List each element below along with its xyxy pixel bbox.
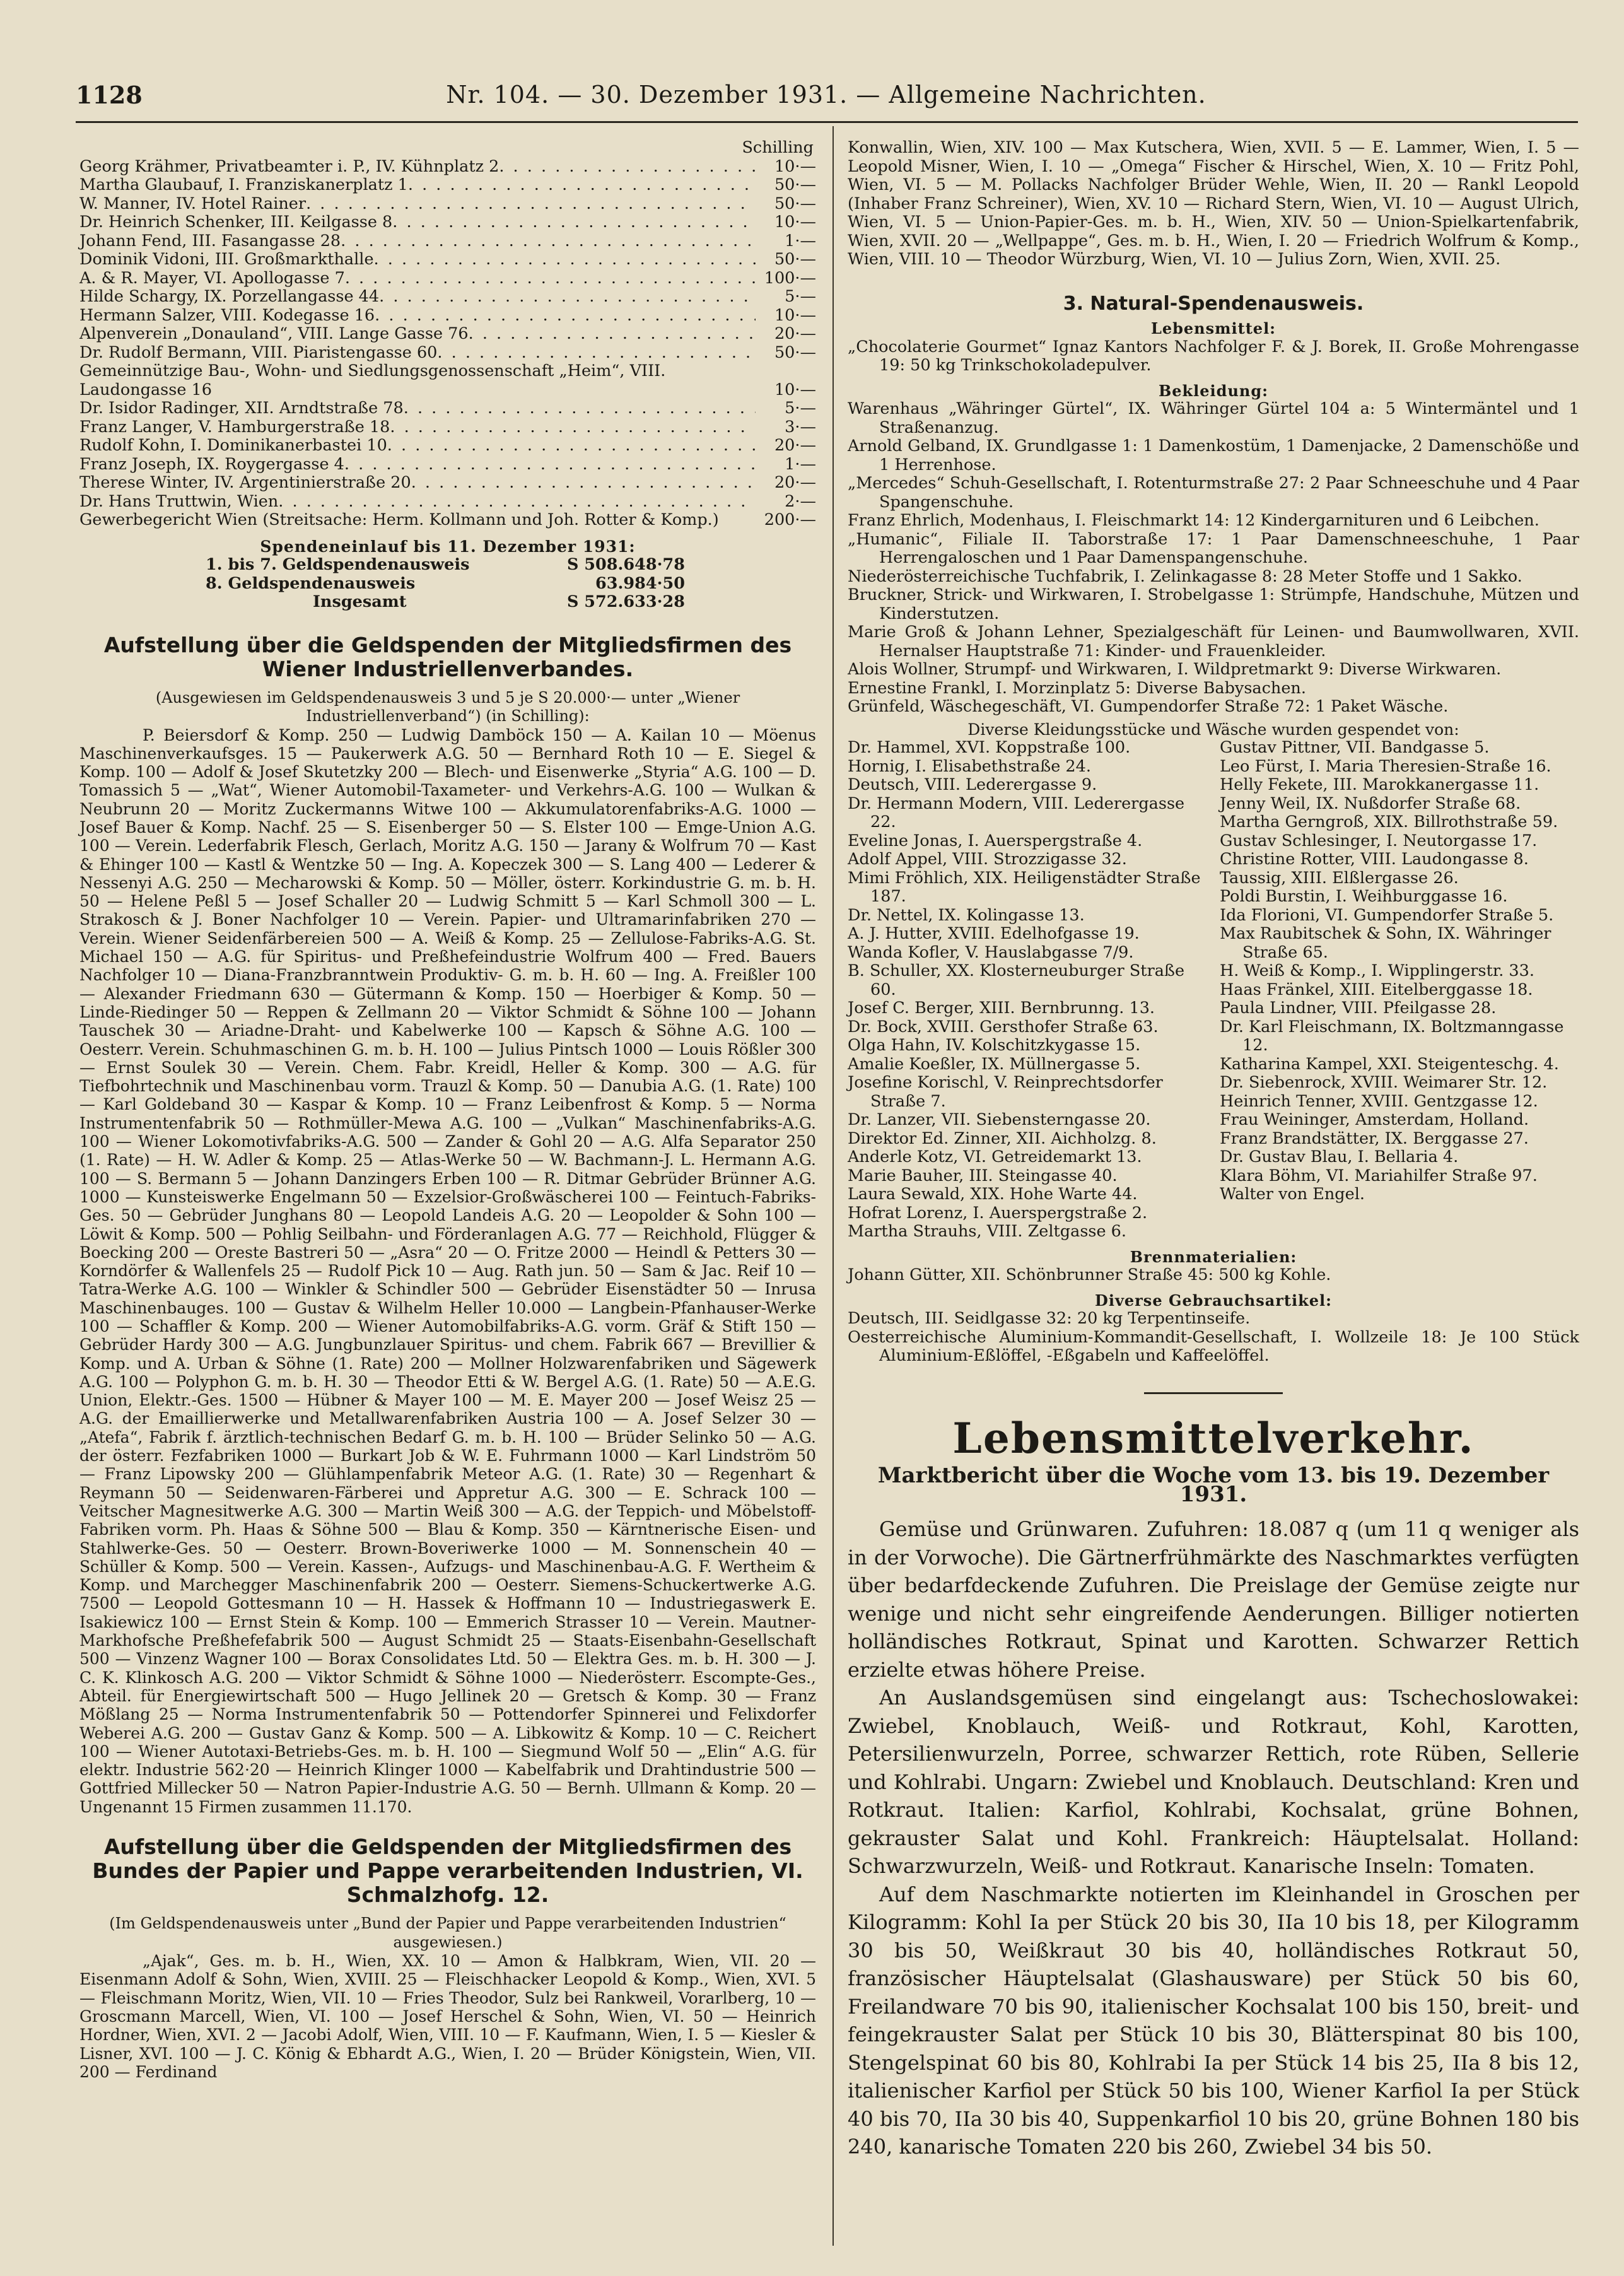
list-item: Helly Fekete, III. Marokkanergasse 11.: [1220, 775, 1539, 794]
list-item: Marie Bauher, III. Steingasse 40.: [848, 1166, 1118, 1185]
list-item: Warenhaus „Währinger Gürtel“, IX. Währinger Gürtel 104 a: 5 Wintermäntel und 1 Straßenanzug.: [848, 399, 1579, 437]
list-item: Gustav Pittner, VII. Bandgasse 5.: [1220, 738, 1490, 757]
section-note: (Im Geldspendenausweis unter „Bund der Papier und Pappe verarbeitenden Industrien“ ausgewiesen.): [109, 1915, 786, 1951]
donor-row: A. & R. Mayer, VI. Apollogasse 7 . . . 100·—: [79, 269, 816, 288]
list-item: Bruckner, Strick- und Wirkwaren, I. Strobelgasse 1: Strümpfe, Handschuhe, Mützen und Kinderstutzen.: [848, 585, 1579, 623]
subheading-clothing: Bekleidung:: [1158, 381, 1268, 400]
section-heading-industrial: Aufstellung über die Geldspenden der Mitgliedsfirmen des Wiener Industriellenverbandes.: [103, 632, 792, 681]
header-rule: [76, 121, 1578, 123]
list-item: Poldi Burstin, I. Weihburggasse 16.: [1220, 887, 1508, 906]
donor-row: Johann Fend, III. Fasangasse 28 . . . 1·—: [79, 232, 816, 251]
list-item: Dr. Karl Fleischmann, IX. Boltzmanngasse 12.: [1220, 1017, 1564, 1055]
subheading-fuel: Brennmaterialien:: [1130, 1247, 1297, 1266]
list-item: A. J. Hutter, XVIII. Edelhofgasse 19.: [848, 924, 1140, 943]
list-item: Dr. Hammel, XVI. Koppstraße 100.: [848, 738, 1131, 757]
list-item: Paula Lindner, VIII. Pfeilgasse 28.: [1220, 999, 1497, 1018]
page-number: 1128: [76, 81, 143, 109]
donor-row: Dr. Rudolf Bermann, VIII. Piaristengasse 60 . . . 50·—: [79, 344, 816, 363]
list-item: Olga Hahn, IV. Kolschitzkygasse 15.: [848, 1036, 1141, 1055]
continued-text: Konwallin, Wien, XIV. 100 — Max Kutschera, Wien, XVII. 5 — E. Lammer, Wien, I. 5 — Leopold Misner, Wien, I. 10 — „Omega“ Fischer & Hirschel, Wien, X. 10 — Fritz Pohl, Wien, VI. 5 — M. Pollacks Nachfolger Brüder Wehle, Wien, II. 20 — Rankl Leopold (Inhaber Franz Schreiner), Wien, XV. 10 — Richard Stern, Wien, VI. 10 — August Ulrich, Wien, VI. 5 — Union-Papier-Ges. m. b. H., Wien, XIV. 50 — Union-Spielkartenfabrik, Wien, XVII. 20 — „Wellpappe“, Ges. m. b. H., Wien, I. 20 — Friedrich Wolfrum & Komp., Wien, VIII. 10 — Theodor Würzburg, Wien, VI. 10 — Julius Zorn, Wien, XVII. 25.: [848, 138, 1579, 269]
subheading-food: Lebensmittel:: [1150, 319, 1276, 337]
list-item: Dr. Gustav Blau, I. Bellaria 4.: [1220, 1147, 1459, 1166]
market-paragraph: Auf dem Naschmarkte notierten im Kleinhandel in Groschen per Kilogramm: Kohl Ia per Stück 20 bis 30, IIa 10 bis 18, per Kilogramm 30 bis 50, Weißkraut 30 bis 40, holländisches Rotkraut 50, französischer Häuptelsalat (Glashausware) per Stück 50 bis 60, Freilandware 70 bis 90, italienischer Kochsalat 100 bis 150, breit- und feingekrauster Salat per Stück 10 bis 30, Blätterspinat 80 bis 100, Stengelspinat 60 bis 80, Kohlrabi Ia per Stück 14 bis 25, IIa 8 bis 12, italienischer Karfiol per Stück 50 bis 100, Wiener Karfiol Ia per Stück 40 bis 70, IIa 30 bis 40, Suppenkarfiol 10 bis 20, grüne Bohnen 180 bis 240, kanarische Tomaten 220 bis 260, Zwiebel 34 bis 50.: [848, 1882, 1579, 2159]
list-item: Taussig, XIII. Elßlergasse 26.: [1220, 868, 1459, 888]
donor-row: Franz Joseph, IX. Roygergasse 4 . . . 1·—: [79, 455, 816, 474]
list-item: Martha Gerngroß, XIX. Billrothstraße 59.: [1220, 812, 1558, 831]
donor-row: Dr. Isidor Radinger, XII. Arndtstraße 78 . . . 5·—: [79, 399, 816, 418]
list-item: Amalie Koeßler, IX. Müllnergasse 5.: [848, 1054, 1141, 1074]
list-item: Eveline Jonas, I. Auerspergstraße 4.: [848, 831, 1143, 850]
donor-row: Hilde Schargy, IX. Porzellangasse 44 . . . 5·—: [79, 288, 816, 307]
donor-row: Gewerbegericht Wien (Streitsache: Herm. Kollmann und Joh. Rotter & Komp.) 200·—: [79, 510, 816, 529]
list-item: Dr. Hermann Modern, VIII. Lederergasse 22.: [848, 794, 1185, 831]
list-item: Franz Ehrlich, Modenhaus, I. Fleischmarkt 14: 12 Kindergarnituren und 6 Leibchen.: [848, 511, 1539, 530]
donor-row: Georg Krähmer, Privatbeamter i. P., IV. Kühnplatz 2 . . . 10·—: [79, 158, 816, 177]
list-item: Heinrich Tenner, XVIII. Gentzgasse 12.: [1220, 1091, 1538, 1111]
donor-row: Dr. Hans Truttwin, Wien . . . 2·—: [79, 493, 816, 512]
section-heading-natural: 3. Natural-Spendenausweis.: [1063, 292, 1364, 315]
list-item: Leo Fürst, I. Maria Theresien-Straße 16.: [1220, 756, 1551, 776]
list-item: Walter von Engel.: [1220, 1185, 1365, 1204]
currency-label: Schilling: [742, 138, 814, 157]
list-item: Dr. Bock, XVIII. Gersthofer Straße 63.: [848, 1017, 1159, 1036]
list-item: Marie Groß & Johann Lehner, Spezialgeschäft für Leinen- und Baumwollwaren, XVII. Hernalser Hauptstraße 71: Kinder- und Frauenkleider.: [848, 623, 1579, 660]
list-item: Franz Brandstätter, IX. Berggasse 27.: [1220, 1129, 1529, 1148]
list-item: Martha Strauhs, VIII. Zeltgasse 6.: [848, 1222, 1127, 1241]
donor-row: W. Manner, IV. Hotel Rainer . . . 50·—: [79, 195, 816, 214]
market-report-subtitle: Marktbericht über die Woche vom 13. bis 19. Dezember 1931.: [877, 1463, 1550, 1507]
section-divider: [1144, 1392, 1283, 1394]
list-item: Gustav Schlesinger, I. Neutorgasse 17.: [1220, 831, 1538, 850]
donor-row: Alpenverein „Donauland“, VIII. Lange Gasse 76 . . . 20·—: [79, 325, 816, 344]
donor-row: Franz Langer, V. Hamburgerstraße 18 . . . 3·—: [79, 418, 816, 437]
list-item: Grünfeld, Wäschegeschäft, VI. Gumpendorfer Straße 72: 1 Paket Wäsche.: [848, 697, 1449, 716]
list-item: Ida Florioni, VI. Gumpendorfer Straße 5.: [1220, 905, 1554, 925]
list-item: Niederösterreichische Tuchfabrik, I. Zelinkagasse 8: 28 Meter Stoffe und 1 Sakko.: [848, 566, 1522, 586]
section-heading-paper: Aufstellung über die Geldspenden der Mitgliedsfirmen des Bundes der Papier und Pappe verarbeitenden Industrien, VI. Schmalzhofg. 12.: [92, 1834, 803, 1908]
donor-list: [79, 158, 816, 530]
section-note: (Ausgewiesen im Geldspendenausweis 3 und 5 je S 20.000·— unter „Wiener Industriellenverband“) (in Schilling):: [155, 688, 740, 725]
list-item: Hornig, I. Elisabethstraße 24.: [848, 756, 1091, 776]
donation-list-text: „Ajak“, Ges. m. b. H., Wien, XX. 10 — Amon & Halbkram, Wien, VII. 20 — Eisenmann Adolf & Sohn, Wien, XVIII. 25 — Fleischhacker Leopold & Komp., Wien, XVI. 5 — Fleischmann Moritz, Wien, VII. 10 — Fries Theodor, Sulz bei Rankweil, Vorarlberg, 10 — Groscmann Marcell, Wien, VI. 100 — Josef Herschel & Sohn, Wien, VI. 50 — Heinrich Hordner, Wien, XVI. 2 — Jacobi Adolf, Wien, VIII. 10 — F. Kaufmann, Wien, I. 5 — Kiesler & Lisner, XVI. 100 — J. C. König & Ebhardt A.G., Wien, I. 20 — Brüder Königstein, Wien, VII. 200 — Ferdinand: [79, 1952, 816, 2081]
donor-list-right: [1220, 739, 1579, 1241]
column-divider: [832, 126, 834, 2246]
list-item: Deutsch, VIII. Lederergasse 9.: [848, 775, 1097, 794]
donor-row: Dominik Vidoni, III. Großmarkthalle . . . 50·—: [79, 250, 816, 269]
list-item: Christine Rotter, VIII. Laudongasse 8.: [1220, 850, 1529, 869]
subheading-misc-clothing: Diverse Kleidungsstücke und Wäsche wurden gespendet von:: [967, 720, 1459, 739]
list-item: Josef C. Berger, XIII. Bernbrunng. 13.: [848, 999, 1155, 1018]
list-item: Oesterreichische Aluminium-Kommandit-Gesellschaft, I. Wollzeile 18: Je 100 Stück Aluminium-Eßlöffel, -Eßgabeln und Kaffeelöffel.: [848, 1327, 1579, 1365]
list-item: Anderle Kotz, VI. Getreidemarkt 13.: [848, 1147, 1142, 1166]
list-item: Dr. Nettel, IX. Kolingasse 13.: [848, 905, 1085, 925]
list-item: „Humanic“, Filiale II. Taborstraße 17: 1 Paar Damenschneeschuhe, 1 Paar Herrengaloschen und 1 Paar Damenspangenschuhe.: [848, 529, 1579, 567]
list-item: B. Schuller, XX. Klosterneuburger Straße 60.: [848, 961, 1185, 999]
list-item: Wanda Kofler, V. Hauslabgasse 7/9.: [848, 942, 1134, 962]
list-item: Mimi Fröhlich, XIX. Heiligenstädter Straße 187.: [848, 868, 1201, 906]
list-item: Direktor Ed. Zinner, XII. Aichholzg. 8.: [848, 1129, 1157, 1148]
market-report: [848, 1515, 1579, 2161]
list-item: Deutsch, III. Seidlgasse 32: 20 kg Terpentinseife.: [848, 1309, 1251, 1328]
list-item: Katharina Kampel, XXI. Steigenteschg. 4.: [1220, 1054, 1559, 1074]
donor-two-column-list: [848, 739, 1579, 1241]
sum-row: 8. Geldspendenausweis 63.984·50: [206, 573, 685, 593]
right-column: [848, 139, 1579, 2161]
donation-list-text: P. Beiersdorf & Komp. 250 — Ludwig Damböck 150 — A. Kailan 10 — Möenus Maschinenverkaufsges. 15 — Paukerwerk A.G. 50 — Bernhard Roth 10 — E. Siegel & Komp. 100 — Adolf & Josef Skutetzky 200 — Blech- und Eisenwerke „Styria“ A.G. 100 — D. Tomassich 5 — „Wat“, Wiener Automobil-Taxameter- und Verkehrs-A.G. 100 — Wulkan & Neubrunn 20 — Moritz Zuckermanns Witwe 100 — Akkumulatorenfabriks-A.G. 1000 — Josef Bauer & Komp. Nachf. 25 — S. Eisenberger 50 — S. Elster 100 — Emge-Union A.G. 100 — Verein. Lederfabrik Flesch, Gerlach, Moritz A.G. 150 — Jarany & Wolfrum 70 — Kast & Ehinger 100 — Kastl & Wentzke 50 — Ing. A. Kopeczek 300 — S. Lang 400 — Lederer & Nessenyi A.G. 250 — Mecharowski & Komp. 50 — Möller, österr. Korkindustrie G. m. b. H. 50 — Helene Peßl 5 — Josef Schaller 20 — Ludwig Schmitt 5 — Karl Schmoll 300 — L. Strakosch & J. Boner Nachfolger 10 — Verein. Papier- und Ultramarinfabriken 270 — Verein. Wiener Seidenfärbereien 500 — A. Weiß & Komp. 25 — Zellulose-Fabriks-A.G. St. Michael 150 — A.G. für Spiritus- und Preßhefeindustrie Wolfrum 400 — Fred. Bauers Nachfolger 10 — Diana-Franzbranntwein Produktiv- G. m. b. H. 60 — Ing. A. Freißler 100 — Alexander Friedmann 630 — Gütermann & Komp. 150 — Hoerbiger & Komp. 50 — Linde-Riedinger 50 — Reppen & Zellmann 20 — Viktor Schmidt & Söhne 100 — Johann Tauschek 30 — Ariadne-Draht- und Kabelwerke 100 — Kapsch & Söhne A.G. 100 — Oesterr. Verein. Schuhmaschinen G. m. b. H. 100 — Julius Pintsch 1000 — Louis Rößler 300 — Ernst Soulek 30 — Verein. Chem. Fabr. Kreidl, Heller & Komp. 300 — A.G. für Tiefbohrtechnik und Maschinenbau vorm. Trauzl & Komp. 50 — Danubia A.G. (1. Rate) 100 — Karl Goldeband 30 — Kaspar & Komp. 10 — Franz Leibenfrost & Komp. 5 — Norma Instrumentenfabrik 50 — Rothmüller-Mewa A.G. 100 — „Vulkan“ Maschinenfabriks-A.G. 100 — Wiener Lokomotivfabriks-A.G. 500 — Zander & Gohl 20 — A.G. Alfa Separator 250 (1. Rate) — H. W. Adler & Komp. 25 — Atlas-Werke 50 — W. Bachmann-J. L. Hermann A.G. 100 — S. Bermann 5 — Johann Danzingers Erben 100 — R. Ditmar Gebrüder Brünner A.G. 1000 — Kunsteiswerke Engelmann 50 — Exzelsior-Großwäscherei 100 — Feintuch-Fabriks-Ges. 50 — Gebrüder Junghans 80 — Leopold Landeis A.G. 20 — Leopolder & Sohn 100 — Löwit & Komp. 500 — Pohlig Seilbahn- und Förderanlagen A.G. 77 — Reichhold, Flügger & Boecking 200 — Oreste Bastreri 50 — „Asra“ 20 — O. Fritze 2000 — Heindl & Petters 30 — Korndörfer & Wallenfels 25 — Rudolf Pick 10 — Aug. Rath jun. 50 — Sam & Jac. Reif 10 — Tatra-Werke A.G. 100 — Winkler & Schindler 500 — Gebrüder Eisenstädter 50 — Inrusa Maschinenbauges. 100 — Gustav & Wilhelm Heller 10.000 — Langbein-Pfanhauser-Werke 100 — Schaffler & Komp. 200 — Wiener Automobilfabriks-A.G. vorm. Gräf & Stift 150 — Gebrüder Hardy 300 — A.G. Jungbunzlauer Spiritus- und chem. Fabrik 667 — Brevillier & Komp. und A. Urban & Söhne (1. Rate) 200 — Mollner Holzwarenfabriken und Sägewerk A.G. 100 — Polyphon G. m. b. H. 30 — Theodor Etti & W. Bergel A.G. (1. Rate) 50 — A.E.G. Union, Elektr.-Ges. 1500 — Hübner & Mayer 100 — M. E. Mayer 200 — Josef Weisz 25 — A.G. der Emaillierwerke und Metallwarenfabriken Austria 100 — A. Josef Selzer 30 — „Atefa“, Fabrik f. ärztlich-technischen Bedarf G. m. b. H. 100 — Brüder Selinko 50 — A.G. der österr. Fezfabriken 1000 — Burkart Job & W. E. Fuhrmann 1000 — Karl Lindström 50 — Franz Lipowsky 200 — Glühlampenfabrik Meteor A.G. (1. Rate) 30 — Regenhart & Reymann 50 — Seidenwaren-Färberei und Appretur A.G. 300 — E. Schrack 100 — Veitscher Magnesitwerke A.G. 300 — Martin Weiß 300 — A.G. der Teppich- und Möbelstoff-Fabriken vorm. Ph. Haas & Söhne 500 — Blau & Komp. 350 — Kärntnerische Eisen- und Stahlwerke-Ges. 50 — Oesterr. Brown-Boveriwerke 1000 — M. Sonnenschein 40 — Schüller & Komp. 500 — Verein. Kassen-, Aufzugs- und Maschinenbau-A.G. F. Wertheim & Komp. und Marchegger Maschinenfabrik 200 — Oesterr. Siemens-Schuckertwerke A.G. 7500 — Leopold Gottesmann 10 — H. Hassek & Hoffmann 10 — Industriegaswerk E. Isakiewicz 100 — Ernst Stein & Komp. 100 — Emmerich Strasser 10 — Verein. Mautner-Markhofsche Preßhefefabrik 500 — August Schmidt 25 — Staats-Eisenbahn-Gesellschaft 500 — Vinzenz Wagner 100 — Borax Consolidates Ltd. 50 — Elektra Ges. m. b. H. 300 — J. C. K. Klinkosch A.G. 200 — Viktor Schmidt & Söhne 1000 — Niederösterr. Escompte-Ges., Abteil. für Energiewirtschaft 500 — Hugo Jellinek 20 — Gretsch & Komp. 30 — Franz Mößlang 25 — Norma Instrumentenfabrik 50 — Pottendorfer Spinnerei und Felixdorfer Weberei A.G. 200 — Gustav Ganz & Komp. 500 — A. Libkowitz & Komp. 10 — C. Reichert 100 — Wiener Autotaxi-Betriebs-Ges. m. b. H. 100 — Siegmund Wolf 50 — „Elin“ A.G. für elektr. Industrie 562·20 — Heinrich Klinger 1000 — Kabelfabrik und Drahtindustrie 500 — Gottfried Millecker 50 — Natron Papier-Industrie A.G. 50 — Bernh. Ullmann & Komp. 20 — Ungenannt 15 Firmen zusammen 11.170.: [79, 725, 816, 1816]
left-column: [79, 139, 816, 2081]
subheading-household: Diverse Gebrauchsartikel:: [1095, 1291, 1332, 1310]
list-item: „Chocolaterie Gourmet“ Ignaz Kantors Nachfolger F. & J. Borek, II. Große Mohrengasse 19: 50 kg Trinkschokoladepulver.: [848, 337, 1579, 375]
sum-title: Spendeneinlauf bis 11. Dezember 1931:: [260, 537, 636, 556]
list-item: Jenny Weil, IX. Nußdorfer Straße 68.: [1220, 794, 1521, 813]
list-item: Adolf Appel, VIII. Strozzigasse 32.: [848, 850, 1127, 869]
list-item: Frau Weininger, Amsterdam, Holland.: [1220, 1110, 1529, 1129]
list-item: Alois Wollner, Strumpf- und Wirkwaren, I. Wildpretmarkt 9: Diverse Wirkwaren.: [848, 660, 1502, 679]
list-item: Klara Böhm, VI. Mariahilfer Straße 97.: [1220, 1166, 1538, 1185]
sum-total: Insgesamt S 572.633·28: [313, 592, 685, 611]
list-item: Dr. Lanzer, VII. Siebensterngasse 20.: [848, 1110, 1151, 1129]
donor-row: Hermann Salzer, VIII. Kodegasse 16 . . . 10·—: [79, 307, 816, 326]
donor-row: Dr. Heinrich Schenker, III. Keilgasse 8 . . . 10·—: [79, 213, 816, 232]
donor-row: Rudolf Kohn, I. Dominikanerbastei 10 . . . 20·—: [79, 437, 816, 455]
market-paragraph: An Auslandsgemüsen sind eingelangt aus: Tschechoslowakei: Zwiebel, Knoblauch, Weiß- und Rotkraut, Kohl, Karotten, Petersilienwurzeln, Porree, schwarzer Rettich, rote Rüben, Sellerie und Kohlrabi. Ungarn: Zwiebel und Knoblauch. Deutschland: Kren und Rotkraut. Italien: Karfiol, Kohlrabi, Kochsalat, grüne Bohnen, gekrauster Salat und Kohl. Frankreich: Häuptelsalat. Holland: Schwarzwurzeln, Weiß- und Rotkraut. Kanarische Inseln: Tomaten.: [848, 1686, 1579, 1878]
donor-row: Therese Winter, IV. Argentinierstraße 20 . . . 20·—: [79, 474, 816, 493]
list-item: Arnold Gelband, IX. Grundlgasse 1: 1 Damenkostüm, 1 Damenjacke, 2 Damenschöße und 1 Herrenhose.: [848, 437, 1579, 474]
list-item: Haas Fränkel, XIII. Eitelberggasse 18.: [1220, 980, 1533, 999]
list-item: „Mercedes“ Schuh-Gesellschaft, I. Rotenturmstraße 27: 2 Paar Schneeschuhe und 4 Paar Spangenschuhe.: [848, 474, 1579, 512]
page-header: [76, 77, 1577, 115]
section-title-food-trade: Lebensmittelverkehr.: [952, 1413, 1475, 1463]
donor-list-left: [848, 739, 1207, 1241]
list-item: Max Raubitschek & Sohn, IX. Währinger Straße 65.: [1220, 924, 1551, 962]
list-item: Josefine Korischl, V. Reinprechtsdorfer Straße 7.: [848, 1073, 1163, 1111]
running-head: Nr. 104. — 30. Dezember 1931. — Allgemeine Nachrichten.: [446, 81, 1206, 109]
list-item: H. Weiß & Komp., I. Wipplingerstr. 33.: [1220, 961, 1534, 980]
list-item: Ernestine Frankl, I. Morzinplatz 5: Diverse Babysachen.: [848, 678, 1306, 698]
donor-row: Martha Glaubauf, I. Franziskanerplatz 1 . . . 50·—: [79, 176, 816, 195]
list-item: Laura Sewald, XIX. Hohe Warte 44.: [848, 1185, 1138, 1204]
list-item: Hofrat Lorenz, I. Auerspergstraße 2.: [848, 1203, 1148, 1223]
list-item: Dr. Siebenrock, XVIII. Weimarer Str. 12.: [1220, 1073, 1548, 1092]
sum-row: 1. bis 7. Geldspendenausweis S 508.648·78: [206, 555, 685, 574]
donor-row: Gemeinnützige Bau-, Wohn- und Siedlungsgenossenschaft „Heim“, VIII. Laudongasse 16 10·—: [79, 361, 816, 399]
list-item: Johann Gütter, XII. Schönbrunner Straße 45: 500 kg Kohle.: [848, 1265, 1331, 1284]
market-paragraph: Gemüse und Grünwaren. Zufuhren: 18.087 q (um 11 q weniger als in der Vorwoche). Die Gärtnerfrühmärkte des Naschmarktes verfügten über bedarfdeckende Zufuhren. Die Preislage der Gemüse zeigte nur wenige und nicht sehr eingreifende Aenderungen. Billiger notierten holländisches Rotkraut, Spinat und Karotten. Schwarzer Rettich erzielte etwas höhere Preise.: [848, 1517, 1579, 1682]
